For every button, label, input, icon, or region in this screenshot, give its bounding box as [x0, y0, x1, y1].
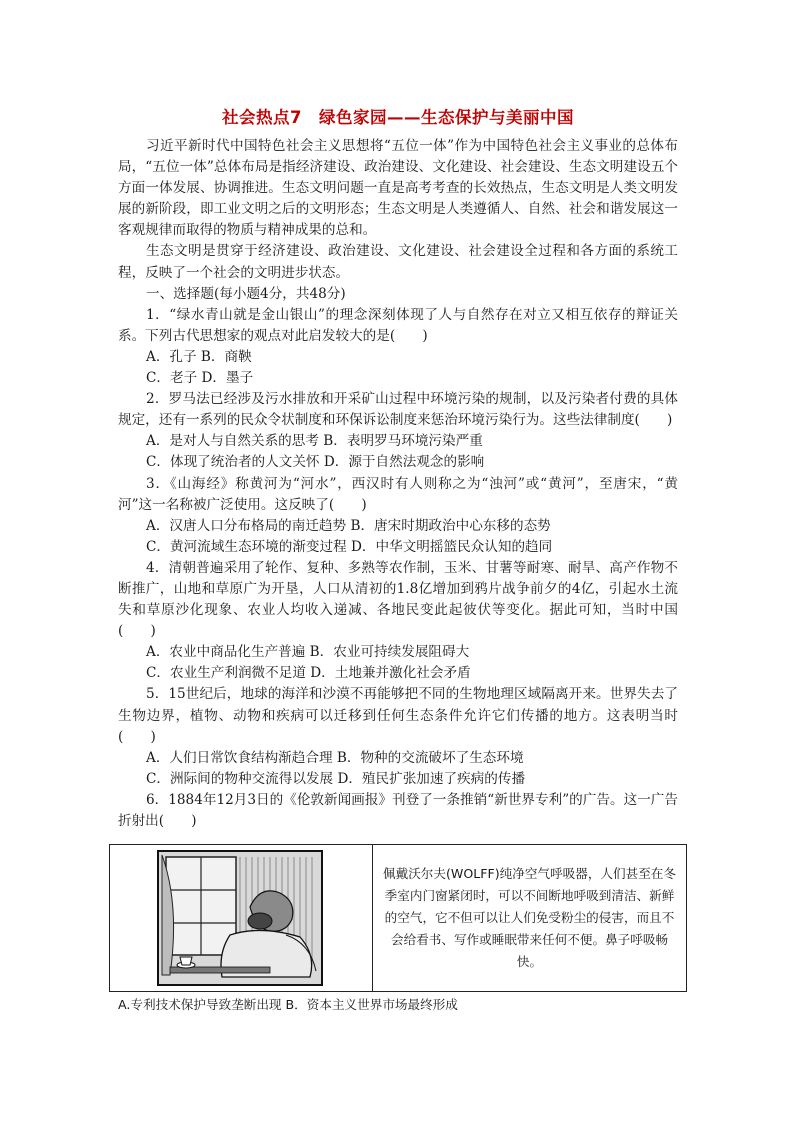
question-1-options-cd: C．老子 D．墨子	[146, 370, 254, 387]
question-5-options-cd: C．洲际间的物种交流得以发展 D．殖民扩张加速了疾病的传播	[146, 770, 526, 787]
question-4-stem: 4．清朝普遍采用了轮作、复种、多熟等农作制，玉米、甘薯等耐寒、耐旱、高产作物不断推广，山地和草原广为开垦，人口从清初的1.8亿增加到鸦片战争前夕的4亿，引起水土流失和草原沙化现象、农业人均收入递减、各地民变此起彼伏等变化。据此可知，当时中国( )	[118, 559, 678, 640]
question-3-stem: 3．《山海经》称黄河为“河水”，西汉时有人则称之为“浊河”或“黄河”，至唐宋，“黄河”这一名称被广泛使用。这反映了( )	[118, 475, 678, 513]
question-4-options-cd: C．农业生产利润微不足道 D．土地兼并激化社会矛盾	[146, 665, 471, 682]
question-6-stem: 6．1884年12月3日的《伦敦新闻画报》刊登了一条推销“新世界专利”的广告。这一广告折射出( )	[118, 791, 678, 829]
respirator-engraving-image	[110, 845, 372, 991]
page-title: 社会热点7 绿色家园——生态保护与美丽中国	[222, 108, 574, 127]
advertisement-figure	[109, 844, 687, 992]
section-heading: 一、选择题(每小题4分，共48分)	[146, 285, 346, 302]
question-6-options-ab: A.专利技术保护导致垄断出现 B．资本主义世界市场最终形成	[118, 997, 458, 1012]
question-3-options-ab: A．汉唐人口分布格局的南迁趋势 B．唐宋时期政治中心东移的态势	[146, 517, 551, 534]
advertisement-text-box	[373, 845, 686, 991]
document-page	[118, 104, 678, 1012]
question-2-options-ab: A．是对人与自然关系的思考 B．表明罗马环境污染严重	[146, 433, 483, 450]
question-2-options-cd: C．体现了统治者的人文关怀 D．源于自然法观念的影响	[146, 454, 485, 471]
question-5-options-ab: A．人们日常饮食结构渐趋合理 B．物种的交流破坏了生态环境	[146, 749, 524, 766]
engraving-illustration	[110, 845, 373, 991]
intro-paragraph-1: 习近平新时代中国特色社会主义思想将“五位一体”作为中国特色社会主义事业的总体布局，“五位一体”总体布局是指经济建设、政治建设、文化建设、社会建设、生态文明建设五个方面一体发展、协调推进。生态文明问题一直是高考考查的长效热点，生态文明是人类文明发展的新阶段，即工业文明之后的文明形态；生态文明是人类遵循人、自然、社会和谐发展这一客观规律而取得的物质与精神成果的总和。	[118, 138, 678, 239]
question-4-options-ab: A．农业中商品化生产普遍 B．农业可持续发展阻碍大	[146, 644, 470, 661]
question-3-options-cd: C．黄河流域生态环境的渐变过程 D．中华文明摇篮民众认知的趋同	[146, 538, 553, 555]
intro-paragraph-2: 生态文明是贯穿于经济建设、政治建设、文化建设、社会建设全过程和各方面的系统工程，反映了一个社会的文明进步状态。	[118, 243, 678, 281]
question-1-options-ab: A．孔子 B．商鞅	[146, 348, 252, 365]
advertisement-text: 佩戴沃尔夫(WOLFF)纯净空气呼吸器，人们甚至在冬季室内门窗紧闭时，可以不间断地呼吸到清洁、新鲜的空气，它不但可以让人们免受粉尘的侵害，而且不会给看书、写作或睡眠带来任何不便。鼻子呼吸畅快。	[383, 866, 676, 969]
question-1-stem: 1．“绿水青山就是金山银山”的理念深刻体现了人与自然存在对立又相互依存的辩证关系。下列古代思想家的观点对此启发较大的是( )	[118, 306, 678, 344]
question-5-stem: 5．15世纪后，地球的海洋和沙漠不再能够把不同的生物地理区域隔离开来。世界失去了生物边界，植物、动物和疾病可以迁移到任何生态条件允许它们传播的地方。这表明当时( )	[118, 686, 678, 745]
question-2-stem: 2．罗马法已经涉及污水排放和开采矿山过程中环境污染的规制，以及污染者付费的具体规定，还有一系列的民众令状制度和环保诉讼制度来惩治环境污染行为。这些法律制度( )	[118, 391, 678, 429]
